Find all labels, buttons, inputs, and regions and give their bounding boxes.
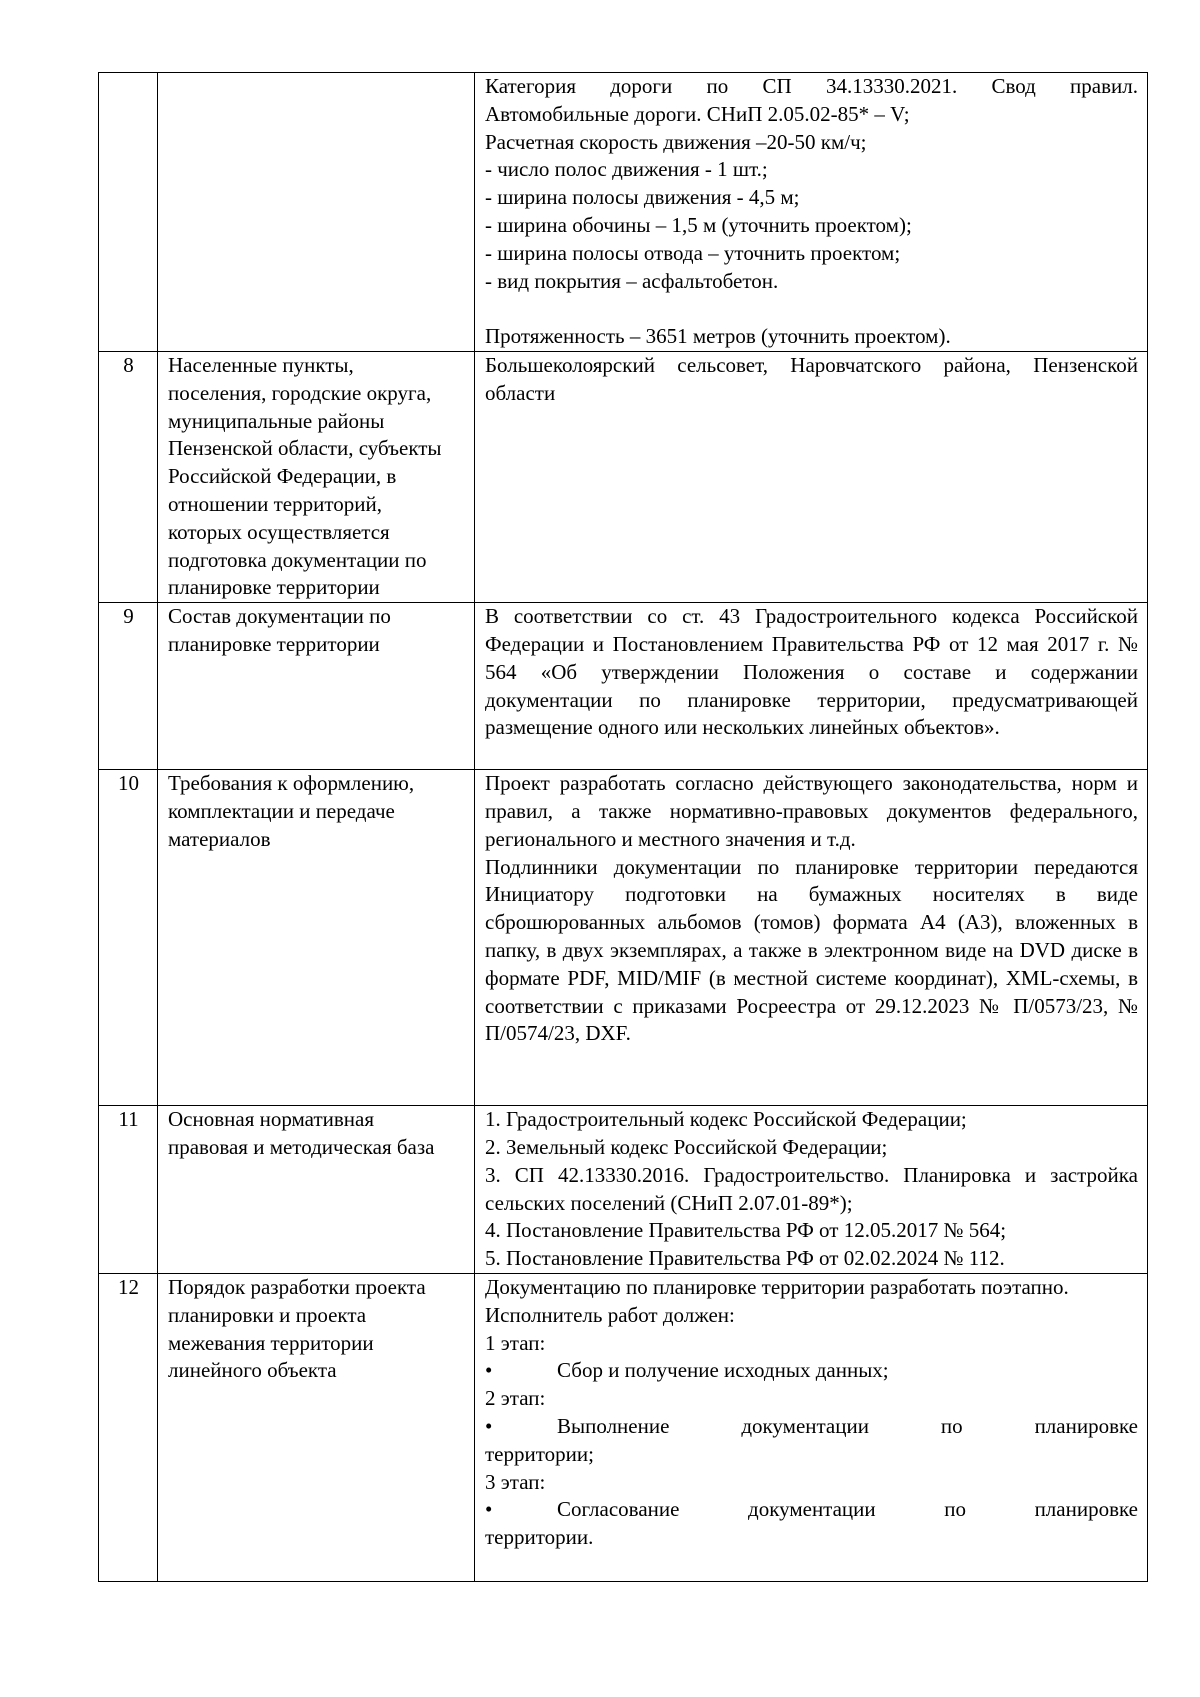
label-line: правовая и методическая база (168, 1134, 435, 1159)
list-item: 4. Постановление Правительства РФ от 12.05.2017 № 564; (485, 1218, 1007, 1243)
row-number-cell: 12 (99, 1273, 158, 1581)
label-line: подготовка документации по (168, 547, 427, 572)
label-line: Состав документации по (168, 604, 391, 629)
table-row (99, 73, 1148, 352)
list-item: 2. Земельный кодекс Российской Федерации; (485, 1134, 888, 1159)
content-line: Расчетная скорость движения –20-50 км/ч; (485, 129, 867, 154)
label-line: планировки и проекта (168, 1302, 367, 1327)
row-content-cell (475, 73, 1148, 352)
row-number-cell (99, 73, 158, 352)
stage-title: 2 этап: (485, 1386, 546, 1411)
content-paragraph: Проект разработать согласно действующего законодательства, норм и правил, а также нормативно-правовых документов федерального, регионального и местного значения и т.д. (485, 771, 1138, 851)
content-line: - ширина обочины – 1,5 м (уточнить проектом); (485, 212, 912, 237)
content-line: - ширина полосы движения - 4,5 м; (485, 185, 800, 210)
label-line: Требования к оформлению, (168, 771, 415, 796)
bullet-item (485, 1413, 1138, 1441)
list-item: 5. Постановление Правительства РФ от 02.02.2024 № 112. (485, 1246, 1005, 1271)
label-line: комплектации и передаче (168, 798, 395, 823)
stage-title: 1 этап: (485, 1330, 546, 1355)
label-line: Населенные пункты, (168, 352, 354, 377)
label-line: Пензенской области, субъекты (168, 436, 442, 461)
row-content-cell (475, 1273, 1148, 1581)
blank-line (485, 295, 1138, 323)
row-content-cell: В соответствии со ст. 43 Градостроительного кодекса Российской Федерации и Постановлением Правительства РФ от 12 мая 2017 г. № 564 «Об утверждении Положения о составе и содержании документации по планировке территории, предусматривающей размещение одного или нескольких линейных объектов». (475, 603, 1148, 770)
row-content-cell (475, 1106, 1148, 1274)
row-label-cell (158, 351, 475, 602)
label-line: планировке территории (168, 631, 380, 656)
bullet-item (485, 1357, 1138, 1385)
label-line: Российской Федерации, в (168, 464, 397, 489)
content-paragraph: Подлинники документации по планировке территории передаются Инициатору подготовки на бумажных носителях в виде сброшюрованных альбомов (томов) формата А4 (А3), вложенных в папку, в двух экземплярах, а также в электронном виде на DVD диске в формате PDF, MID/MIF (в местной системе координат), XML-схемы, в соответствии с приказами Росреестра от 29.12.2023 № П/0573/23, № П/0574/23, DXF. (485, 854, 1138, 1046)
label-line: планировке территории (168, 575, 380, 600)
content-line: Исполнитель работ должен: (485, 1302, 735, 1327)
table-row (99, 770, 1148, 1106)
bullet-text-continued: территории; (485, 1441, 594, 1466)
table-row (99, 1106, 1148, 1274)
content-line: Протяженность – 3651 метров (уточнить проектом). (485, 324, 951, 349)
bullet-icon: • (485, 1497, 493, 1522)
content-line: - ширина полосы отвода – уточнить проектом; (485, 240, 901, 265)
label-line: линейного объекта (168, 1358, 337, 1383)
label-line: поселения, городские округа, (168, 380, 432, 405)
row-number-cell: 10 (99, 770, 158, 1106)
content-line: - вид покрытия – асфальтобетон. (485, 268, 779, 293)
label-line: Порядок разработки проекта (168, 1274, 426, 1299)
row-number-cell: 9 (99, 603, 158, 770)
bullet-item (485, 1496, 1138, 1524)
bullet-text-continued: территории. (485, 1525, 594, 1550)
row-label-cell (158, 1106, 475, 1274)
stage-title: 3 этап: (485, 1469, 546, 1494)
list-item: 1. Градостроительный кодекс Российской Федерации; (485, 1107, 967, 1132)
bullet-text: Сбор и получение исходных данных; (557, 1358, 889, 1383)
table-row (99, 1273, 1148, 1581)
row-label-cell (158, 73, 475, 352)
label-line: муниципальные районы (168, 408, 385, 433)
row-number-cell: 8 (99, 351, 158, 602)
label-line: которых осуществляется (168, 519, 390, 544)
requirements-table (98, 72, 1148, 1582)
label-line: межевания территории (168, 1330, 374, 1355)
row-content-cell: Большеколоярский сельсовет, Наровчатского района, Пензенской области (475, 351, 1148, 602)
label-line: Основная нормативная (168, 1107, 375, 1132)
bullet-text: Согласование документации по планировке (557, 1497, 1138, 1522)
label-line: материалов (168, 826, 271, 851)
row-content-cell (475, 770, 1148, 1106)
content-line: Категория дороги по СП 34.13330.2021. Свод правил. (485, 74, 1138, 98)
row-label-cell (158, 1273, 475, 1581)
list-item: 3. СП 42.13330.2016. Градостроительство. Планировка и застройка сельских поселений (СНиП 2.07.01-89*); (485, 1162, 1138, 1215)
content-line: Автомобильные дороги. СНиП 2.05.02-85* – V; (485, 101, 910, 126)
row-label-cell (158, 603, 475, 770)
content-paragraph: Документацию по планировке территории разработать поэтапно. (485, 1274, 1069, 1299)
table-row (99, 351, 1148, 602)
bullet-icon: • (485, 1413, 493, 1438)
row-label-cell (158, 770, 475, 1106)
bullet-text: Выполнение документации по планировке (557, 1413, 1138, 1438)
table-row (99, 603, 1148, 770)
bullet-icon: • (485, 1358, 493, 1383)
label-line: отношении территорий, (168, 491, 382, 516)
row-number-cell: 11 (99, 1106, 158, 1274)
content-line: - число полос движения - 1 шт.; (485, 157, 768, 182)
